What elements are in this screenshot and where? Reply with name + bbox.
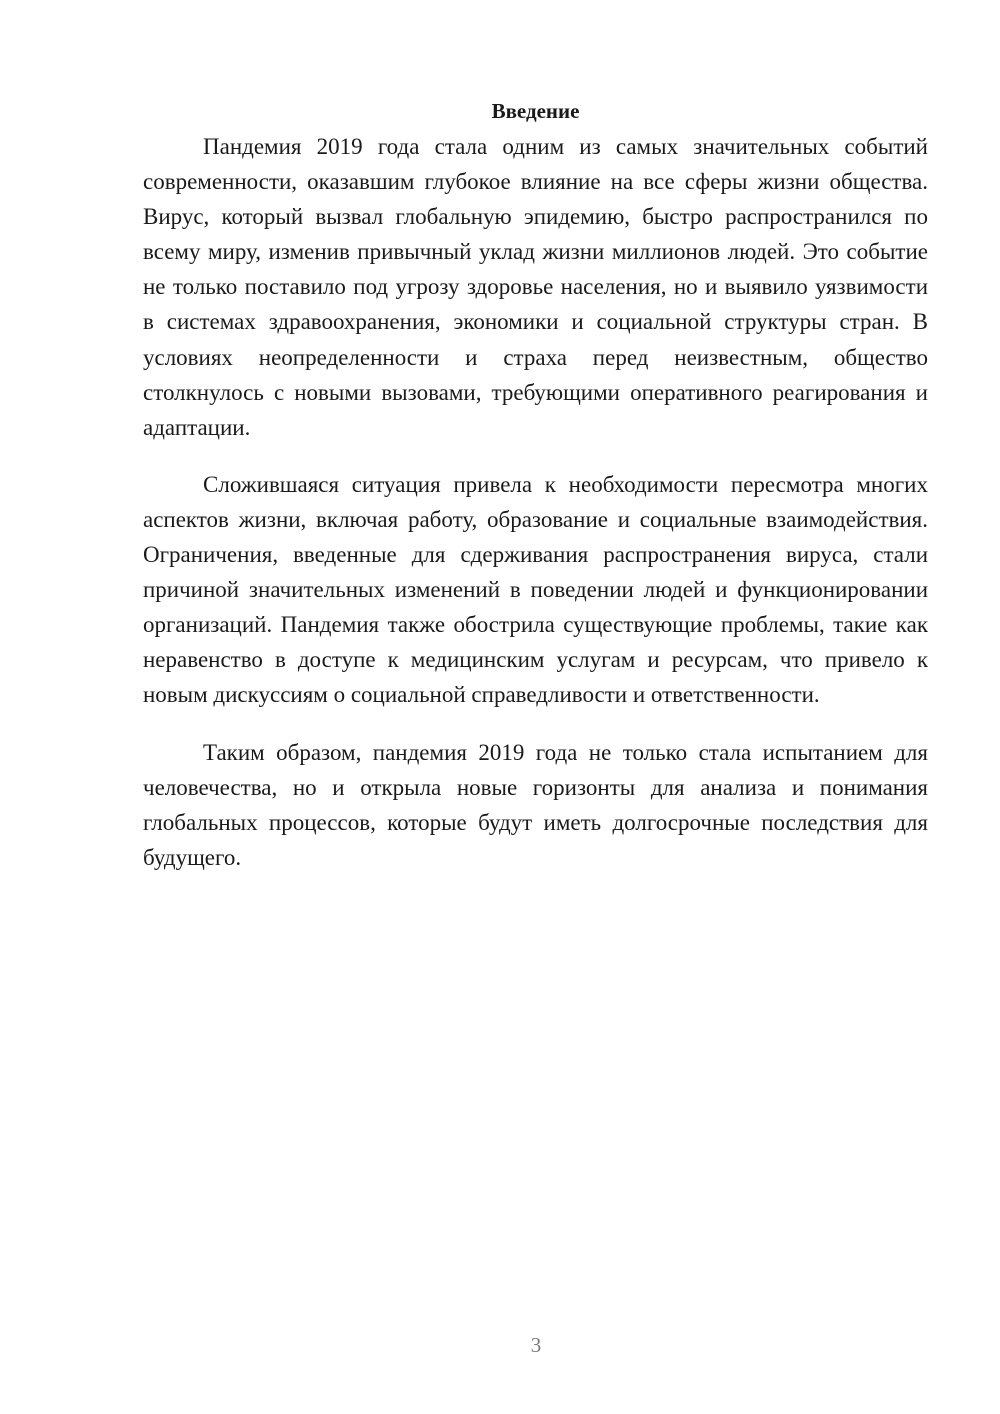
paragraph-2: Сложившаяся ситуация привела к необходимости пересмотра многих аспектов жизни, включая работу, образование и социальные взаимодействия. Ограничения, введенные для сдерживания распространения вируса, стали причиной значительных изменений в поведении людей и функционировании организаций. Пандемия также обострила существующие проблемы, такие как неравенство в доступе к медицинским услугам и ресурсам, что привело к новым дискуссиям о социальной справедливости и ответственности.	[143, 471, 928, 708]
page-content	[143, 96, 928, 875]
paragraph-3: Таким образом, пандемия 2019 года не только стала испытанием для человечества, но и открыла новые горизонты для анализа и понимания глобальных процессов, которые будут иметь долгосрочные последствия для будущего.	[143, 739, 928, 870]
section-title: Введение	[491, 99, 580, 123]
page-number: 3	[530, 1333, 542, 1357]
paragraph-1: Пандемия 2019 года стала одним из самых значительных событий современности, оказавшим глубокое влияние на все сферы жизни общества. Вирус, который вызвал глобальную эпидемию, быстро распространился по всему миру, изменив привычный уклад жизни миллионов людей. Это событие не только поставило под угрозу здоровье населения, но и выявило уязвимости в системах здравоохранения, экономики и социальной структуры стран. В условиях неопределенности и страха перед неизвестным, общество столкнулось с новыми вызовами, требующими оперативного реагирования и адаптации.	[143, 134, 928, 440]
